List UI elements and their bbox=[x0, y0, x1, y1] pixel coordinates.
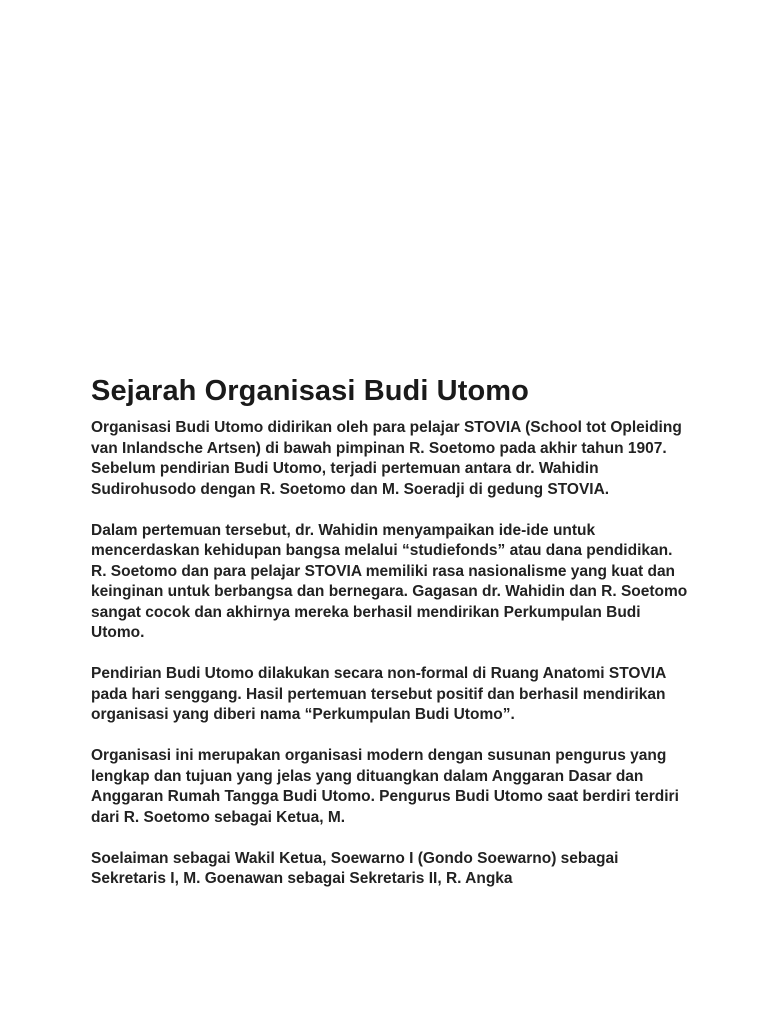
paragraph-4: Organisasi ini merupakan organisasi modern dengan susunan pengurus yang lengkap dan tujuan yang jelas yang dituangkan dalam Anggaran Dasar dan Anggaran Rumah Tangga Budi Utomo. Pengurus Budi Utomo saat berdiri terdiri dari R. Soetomo sebagai Ketua, M. bbox=[91, 747, 679, 826]
paragraph-1: Organisasi Budi Utomo didirikan oleh para pelajar STOVIA (School tot Opleiding van Inlandsche Artsen) di bawah pimpinan R. Soetomo pada akhir tahun 1907. Sebelum pendirian Budi Utomo, terjadi pertemuan antara dr. Wahidin Sudirohusodo dengan R. Soetomo dan M. Soeradji di gedung STOVIA. bbox=[91, 419, 682, 498]
paragraph-3: Pendirian Budi Utomo dilakukan secara non-formal di Ruang Anatomi STOVIA pada hari senggang. Hasil pertemuan tersebut positif dan berhasil mendirikan organisasi yang diberi nama “Perkumpulan Budi Utomo”. bbox=[91, 665, 666, 723]
article-body bbox=[91, 372, 691, 890]
article-title: Sejarah Organisasi Budi Utomo bbox=[91, 375, 529, 407]
paragraph-2: Dalam pertemuan tersebut, dr. Wahidin menyampaikan ide-ide untuk mencerdaskan kehidupan bangsa melalui “studiefonds” atau dana pendidikan. R. Soetomo dan para pelajar STOVIA memiliki rasa nasionalisme yang kuat dan keinginan untuk berbangsa dan bernegara. Gagasan dr. Wahidin dan R. Soetomo sangat cocok dan akhirnya mereka berhasil mendirikan Perkumpulan Budi Utomo. bbox=[91, 521, 688, 641]
paragraph-5: Soelaiman sebagai Wakil Ketua, Soewarno I (Gondo Soewarno) sebagai Sekretaris I, M. Goenawan sebagai Sekretaris II, R. Angka bbox=[91, 849, 619, 887]
